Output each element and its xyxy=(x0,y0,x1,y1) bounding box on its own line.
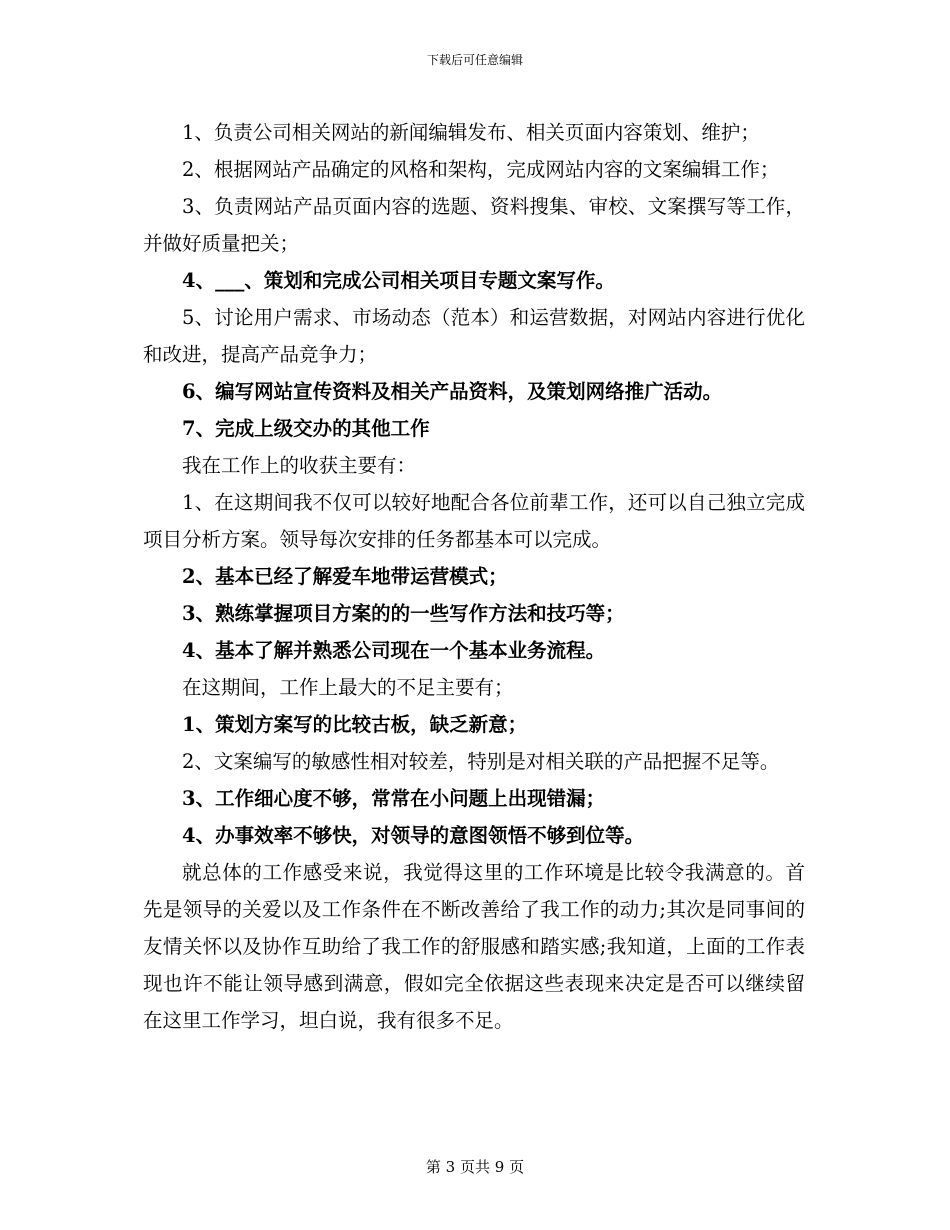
paragraph: 1、在这期间我不仅可以较好地配合各位前辈工作，还可以自己独立完成项目分析方案。领导每次安排的任务都基本可以完成。 xyxy=(143,491,805,551)
paragraph-bold: 7、完成上级交办的其他工作 xyxy=(182,417,430,440)
paragraph: 3、负责网站产品页面内容的选题、资料搜集、审校、文案撰写等工作，并做好质量把关； xyxy=(143,195,805,255)
paragraph: 5、讨论用户需求、市场动态（范本）和运营数据，对网站内容进行优化和改进，提高产品竞争力； xyxy=(143,306,805,366)
paragraph: 就总体的工作感受来说，我觉得这里的工作环境是比较令我满意的。首先是领导的关爱以及工作条件在不断改善给了我工作的动力;其次是同事间的友情关怀以及协作互助给了我工作的舒服感和踏实感;我知道，上面的工作表现也许不能让领导感到满意，假如完全依据这些表现来决定是否可以继续留在这里工作学习，坦白说，我有很多不足。 xyxy=(143,861,805,1032)
paragraph: 我在工作上的收获主要有： xyxy=(182,454,417,477)
paragraph: 1、负责公司相关网站的新闻编辑发布、相关页面内容策划、维护； xyxy=(182,121,760,144)
document-body xyxy=(143,114,805,1039)
paragraph: 2、根据网站产品确定的风格和架构，完成网站内容的文案编辑工作； xyxy=(182,158,780,181)
paragraph-bold: 6、编写网站宣传资料及相关产品资料，及策划网络推广活动。 xyxy=(182,380,723,403)
paragraph-bold: 2、基本已经了解爱车地带运营模式； xyxy=(182,565,508,588)
paragraph-bold: 3、熟练掌握项目方案的的一些写作方法和技巧等； xyxy=(182,602,625,625)
paragraph-bold: 1、策划方案写的比较古板，缺乏新意； xyxy=(182,713,528,736)
paragraph-bold: 4、基本了解并熟悉公司现在一个基本业务流程。 xyxy=(182,639,606,662)
page-header: 下载后可任意编辑 xyxy=(426,53,523,67)
page-number: 第 3 页共 9 页 xyxy=(425,1158,525,1176)
paragraph: 2、文案编写的敏感性相对较差，特别是对相关联的产品把握不足等。 xyxy=(182,750,780,773)
paragraph-bold: 3、工作细心度不够，常常在小问题上出现错漏； xyxy=(182,787,606,810)
paragraph-bold: 4、办事效率不够快，对领导的意图领悟不够到位等。 xyxy=(182,824,645,847)
paragraph-bold: 4、___、策划和完成公司相关项目专题文案写作。 xyxy=(182,269,615,292)
paragraph: 在这期间，工作上最大的不足主要有； xyxy=(182,676,514,699)
